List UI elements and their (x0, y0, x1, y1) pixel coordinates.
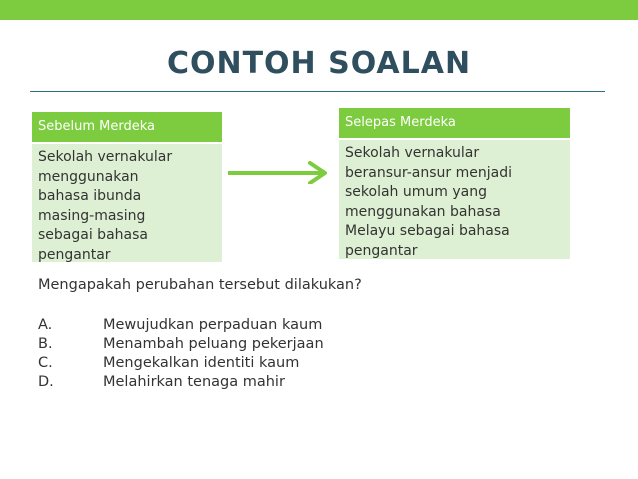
after-line: pengantar (345, 242, 418, 259)
after-line: menggunakan bahasa (345, 203, 501, 220)
right-arrow-icon (228, 160, 332, 184)
option-letter: C. (38, 355, 53, 371)
before-body (32, 144, 222, 262)
after-line: Sekolah vernakular (345, 145, 480, 161)
after-line: sekolah umum yang (345, 184, 487, 200)
after-line: beransur-ansur menjadi (345, 164, 512, 181)
before-line: bahasa ibunda (38, 188, 142, 204)
option-text: Mewujudkan perpaduan kaum (103, 317, 323, 333)
option-letter: D. (38, 374, 54, 390)
slide-title: CONTOH SOALAN (166, 46, 472, 81)
top-accent-bar (0, 0, 638, 20)
option-text: Melahirkan tenaga mahir (103, 374, 285, 390)
before-line: Sekolah vernakular (38, 149, 173, 165)
before-line: sebagai bahasa (38, 227, 148, 243)
option-b (38, 335, 324, 354)
option-letter: A. (38, 317, 53, 333)
before-line: pengantar (38, 246, 111, 263)
title-divider (30, 91, 605, 92)
option-d (38, 373, 324, 392)
option-text: Menambah peluang pekerjaan (103, 336, 324, 352)
before-header: Sebelum Merdeka (32, 112, 222, 142)
question-text: Mengapakah perubahan tersebut dilakukan? (38, 277, 362, 293)
before-line: menggunakan (38, 168, 139, 185)
option-letter: B. (38, 336, 53, 352)
after-line: Melayu sebagai bahasa (345, 223, 510, 239)
before-line: masing-masing (38, 207, 146, 224)
options-list (38, 316, 324, 392)
option-text: Mengekalkan identiti kaum (103, 355, 300, 371)
after-header: Selepas Merdeka (339, 108, 570, 138)
after-body (339, 140, 570, 259)
option-a (38, 316, 324, 335)
option-c (38, 354, 324, 373)
